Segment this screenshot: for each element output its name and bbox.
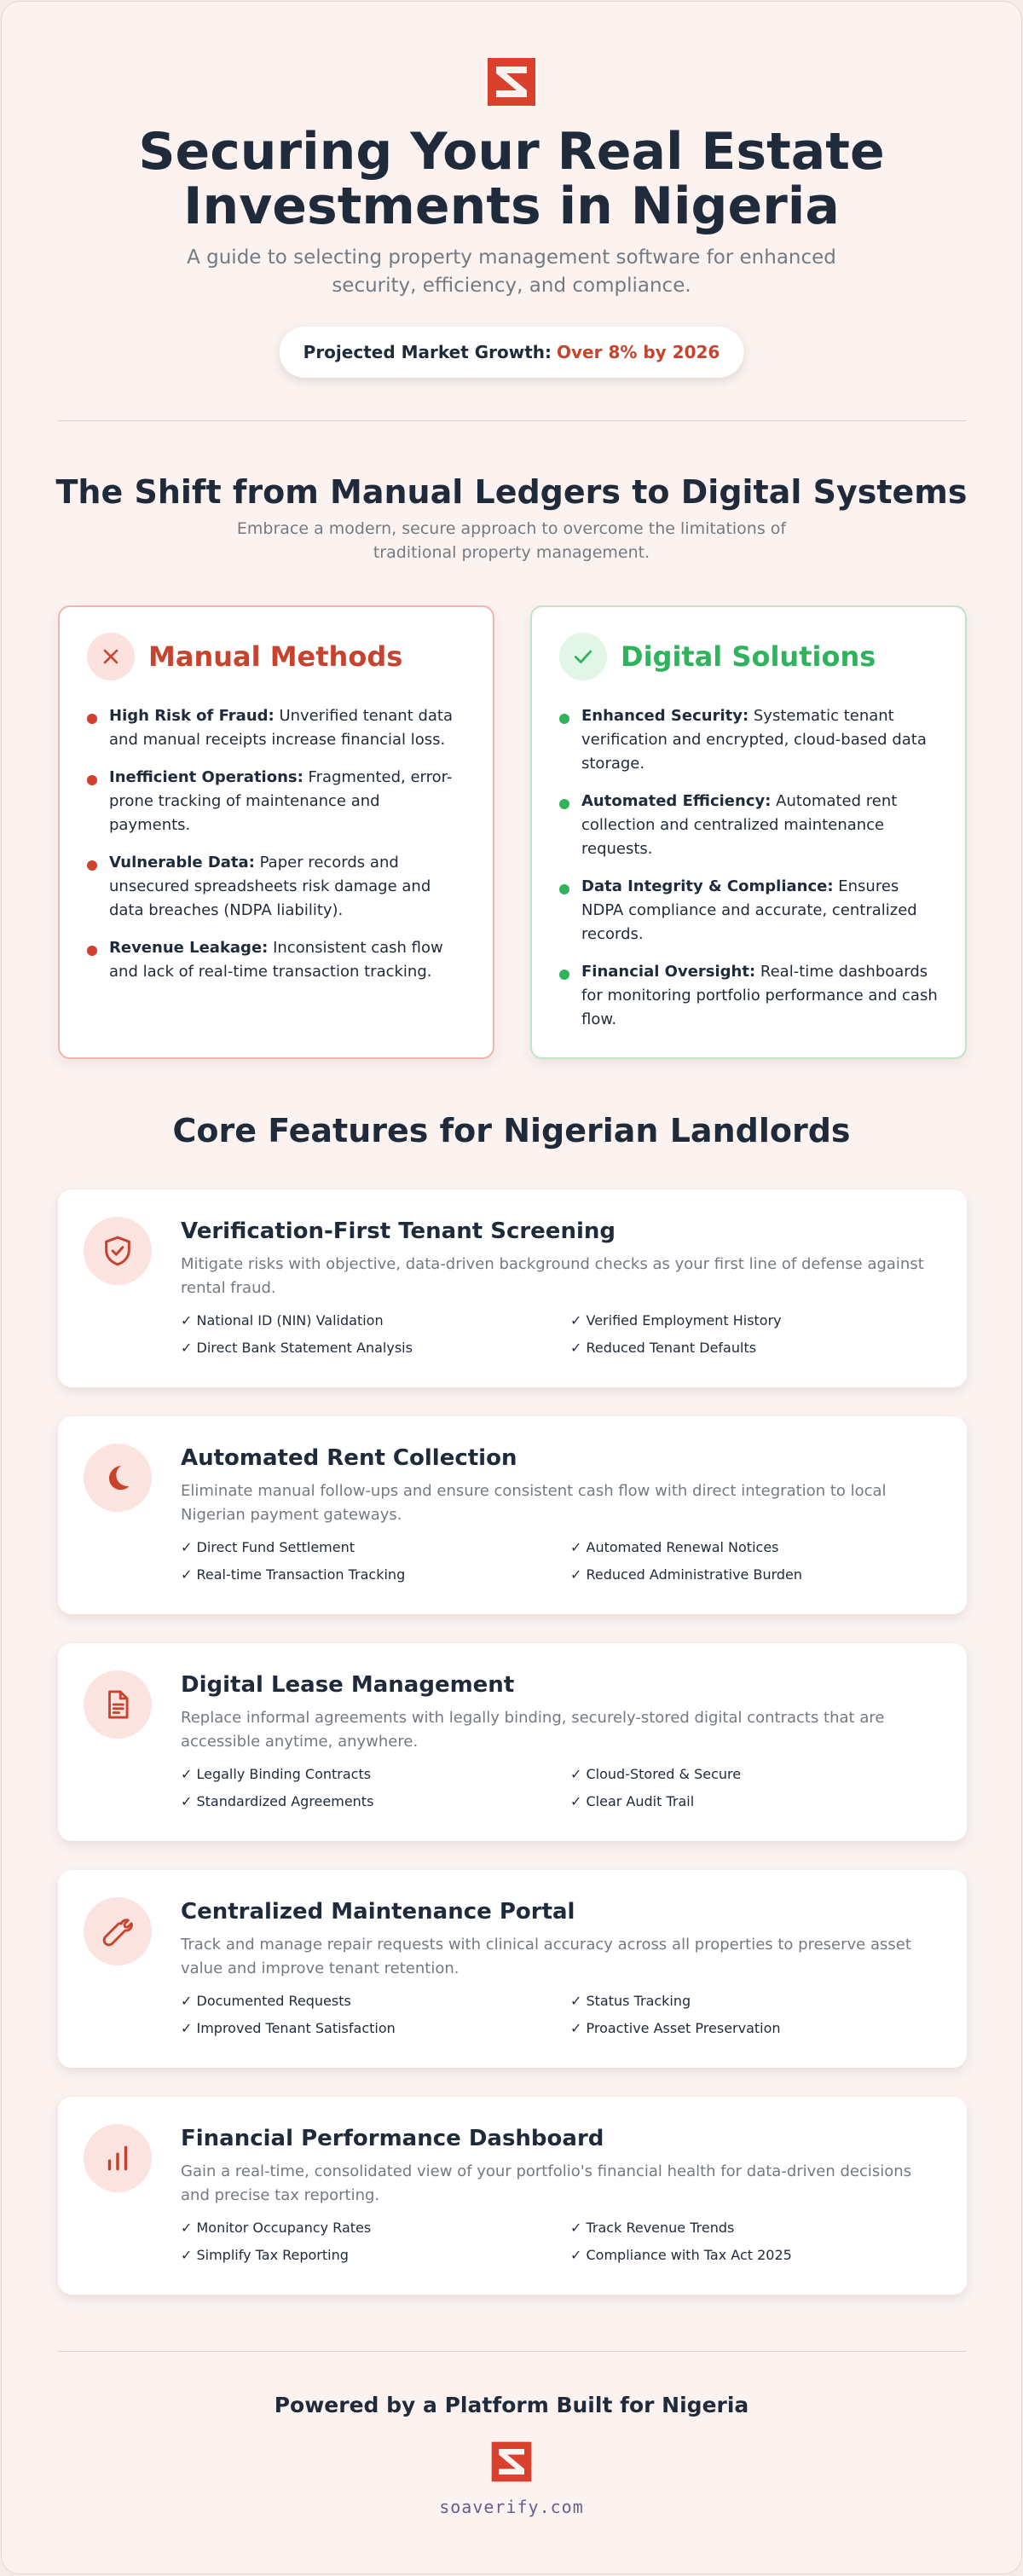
- feature-description: Track and manage repair requests with clinical accuracy across all properties to preserve asset value and improve tenant retention.: [181, 1936, 911, 1977]
- list-item: High Risk of Fraud: Unverified tenant data and manual receipts increase financial loss.: [87, 704, 465, 752]
- list-item: Enhanced Security: Systematic tenant verification and encrypted, cloud-based data storage.: [559, 704, 938, 776]
- feature-point: ✓ Improved Tenant Satisfaction: [181, 2020, 396, 2036]
- list-item: Financial Oversight: Real-time dashboards for monitoring portfolio performance and cash flow.: [559, 960, 938, 1032]
- feature-points: [181, 2218, 933, 2266]
- shift-subtitle-line1: Embrace a modern, secure approach to overcome the limitations of: [236, 519, 787, 538]
- page-title-line2: Investments in Nigeria: [183, 177, 840, 236]
- feature-card-financial-dashboard: [58, 2097, 967, 2295]
- digital-solutions-card: [530, 605, 967, 1059]
- features-section-title: Core Features for Nigerian Landlords: [172, 1112, 851, 1149]
- feature-point: ✓ Verified Employment History: [570, 1312, 782, 1329]
- brand-logo: [486, 56, 537, 107]
- list-item: Revenue Leakage: Inconsistent cash flow and lack of real-time transaction tracking.: [87, 936, 465, 984]
- page-subtitle: [2, 244, 1021, 300]
- feature-points: [181, 1537, 933, 1585]
- feature-description: Replace informal agreements with legally binding, securely-stored digital contracts that are accessible anytime, anywhere.: [181, 1709, 885, 1751]
- shift-section-subtitle: [2, 517, 1021, 564]
- divider: [58, 2351, 967, 2352]
- feature-title: Digital Lease Management: [181, 1672, 515, 1698]
- digital-solutions-title: Digital Solutions: [621, 640, 876, 673]
- infographic-page: [1, 1, 1022, 2574]
- feature-point: ✓ Reduced Administrative Burden: [570, 1566, 803, 1583]
- feature-card-rent-collection: [58, 1416, 967, 1614]
- feature-point: ✓ Proactive Asset Preservation: [570, 2020, 781, 2036]
- page-title: [2, 124, 1021, 234]
- list-item: Inefficient Operations: Fragmented, error-prone tracking of maintenance and payments.: [87, 766, 465, 837]
- feature-point: ✓ Track Revenue Trends: [570, 2220, 735, 2236]
- footer-title: Powered by a Platform Built for Nigeria: [274, 2393, 749, 2417]
- digital-solutions-list: [559, 704, 938, 1032]
- feature-point: ✓ National ID (NIN) Validation: [181, 1312, 384, 1329]
- footer-website-link[interactable]: soaverify.com: [439, 2497, 584, 2517]
- list-item: Vulnerable Data: Paper records and unsecured spreadsheets risk damage and data breaches (NDPA liability).: [87, 851, 465, 923]
- feature-point: ✓ Direct Fund Settlement: [181, 1539, 355, 1555]
- feature-points: [181, 1311, 933, 1358]
- footer-logo: [490, 2440, 533, 2483]
- feature-card-maintenance-portal: [58, 1870, 967, 2068]
- feature-point: ✓ Standardized Agreements: [181, 1793, 374, 1809]
- feature-point: ✓ Compliance with Tax Act 2025: [570, 2247, 792, 2263]
- feature-point: ✓ Automated Renewal Notices: [570, 1539, 779, 1555]
- page-subtitle-line2: security, efficiency, and compliance.: [332, 275, 691, 297]
- feature-title: Verification-First Tenant Screening: [181, 1219, 616, 1244]
- page-title-line1: Securing Your Real Estate: [138, 122, 885, 182]
- list-item: Automated Efficiency: Automated rent collection and centralized maintenance requests.: [559, 790, 938, 861]
- feature-title: Automated Rent Collection: [181, 1445, 517, 1471]
- check-icon: [559, 633, 607, 680]
- feature-description: Eliminate manual follow-ups and ensure consistent cash flow with direct integration to local Nigerian payment gateways.: [181, 1482, 887, 1524]
- feature-point: ✓ Legally Binding Contracts: [181, 1766, 372, 1782]
- feature-description: Gain a real-time, consolidated view of your portfolio's financial health for data-driven decisions and precise tax reporting.: [181, 2162, 912, 2204]
- feature-card-tenant-screening: [58, 1190, 967, 1387]
- feature-point: ✓ Cloud-Stored & Secure: [570, 1766, 742, 1782]
- shift-subtitle-line2: traditional property management.: [373, 543, 650, 562]
- feature-title: Centralized Maintenance Portal: [181, 1899, 575, 1925]
- feature-point: ✓ Direct Bank Statement Analysis: [181, 1340, 413, 1356]
- feature-point: ✓ Reduced Tenant Defaults: [570, 1340, 757, 1356]
- document-icon: [84, 1670, 152, 1739]
- market-growth-badge: [280, 327, 744, 378]
- feature-card-lease-management: [58, 1643, 967, 1841]
- manual-methods-list: [87, 704, 465, 984]
- moon-icon: [84, 1444, 152, 1512]
- feature-points: [181, 1991, 933, 2039]
- feature-title: Financial Performance Dashboard: [181, 2126, 604, 2151]
- manual-methods-title: Manual Methods: [148, 640, 403, 673]
- shift-section-title: The Shift from Manual Ledgers to Digital Systems: [55, 473, 968, 511]
- feature-point: ✓ Real-time Transaction Tracking: [181, 1566, 406, 1583]
- shield-check-icon: [84, 1217, 152, 1285]
- feature-point: ✓ Clear Audit Trail: [570, 1793, 695, 1809]
- page-subtitle-line1: A guide to selecting property management software for enhanced: [187, 246, 836, 269]
- feature-point: ✓ Monitor Occupancy Rates: [181, 2220, 372, 2236]
- divider: [58, 420, 967, 421]
- market-growth-label: Projected Market Growth:: [303, 342, 552, 362]
- feature-point: ✓ Status Tracking: [570, 1993, 691, 2009]
- feature-point: ✓ Documented Requests: [181, 1993, 351, 2009]
- feature-points: [181, 1764, 933, 1812]
- feature-point: ✓ Simplify Tax Reporting: [181, 2247, 349, 2263]
- feature-description: Mitigate risks with objective, data-driven background checks as your first line of defense against rental fraud.: [181, 1255, 924, 1297]
- x-icon: [87, 633, 135, 680]
- bar-chart-icon: [84, 2124, 152, 2192]
- wrench-icon: [84, 1897, 152, 1965]
- list-item: Data Integrity & Compliance: Ensures NDPA compliance and accurate, centralized records.: [559, 875, 938, 946]
- manual-methods-card: [58, 605, 494, 1059]
- market-growth-value: Over 8% by 2026: [557, 342, 720, 362]
